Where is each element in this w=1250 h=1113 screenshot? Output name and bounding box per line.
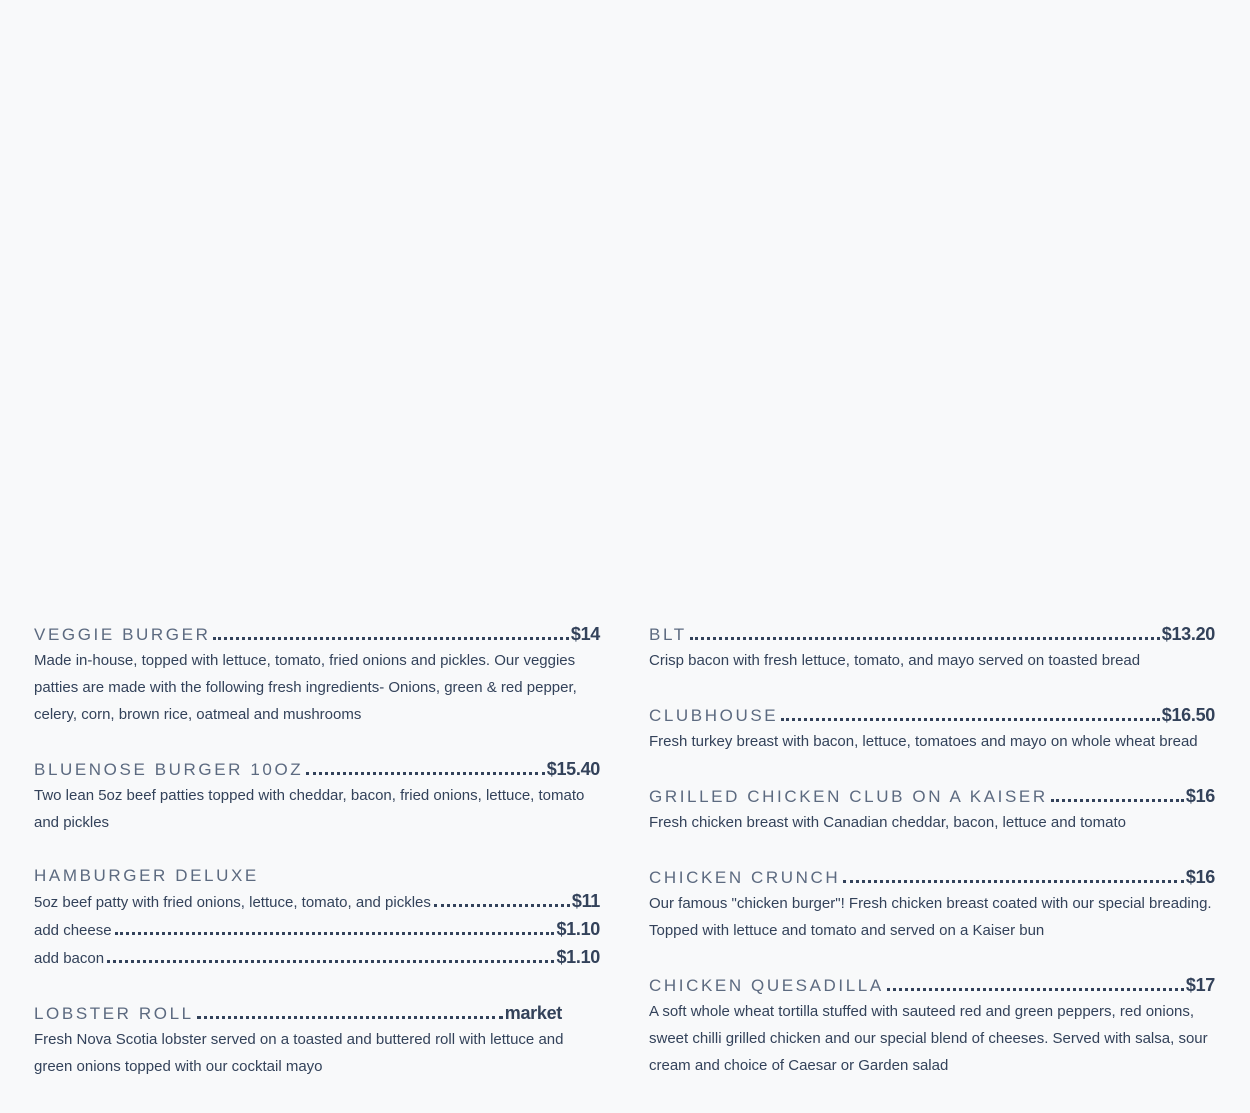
menu-option-price: $1.10 <box>556 947 600 967</box>
menu-option-row <box>34 944 600 972</box>
menu-item-clubhouse <box>649 704 1215 755</box>
menu-item-name: CHICKEN QUESADILLA <box>649 976 884 995</box>
menu-item-price: market <box>504 1003 562 1023</box>
menu-option-price: $11 <box>571 891 600 911</box>
menu-item-header <box>649 623 1215 645</box>
menu-item-chicken-quesadilla <box>649 974 1215 1079</box>
menu-item-price: $16.50 <box>1161 705 1215 725</box>
menu-item-name: HAMBURGER DELUXE <box>34 866 259 885</box>
menu-option-price: $1.10 <box>556 919 600 939</box>
menu-item-name: LOBSTER ROLL <box>34 1004 194 1023</box>
dot-leader <box>213 623 568 640</box>
menu-item-chicken-crunch <box>649 866 1215 944</box>
menu-item-blt <box>649 623 1215 674</box>
menu-right-column <box>649 623 1215 1109</box>
menu-item-grilled-chicken-club <box>649 785 1215 836</box>
menu-item-price: $17 <box>1185 975 1215 995</box>
dot-leader <box>115 918 555 935</box>
menu-item-lobster-roll <box>34 1002 600 1080</box>
menu-option-row <box>34 916 600 944</box>
dot-leader <box>1051 785 1184 802</box>
menu-item-header <box>34 1002 562 1024</box>
dot-leader <box>107 946 554 963</box>
menu-item-price: $15.40 <box>546 759 600 779</box>
menu-item-description: Made in-house, topped with lettuce, tomato, fried onions and pickles. Our veggies patties are made with the following fresh ingredients- Onions, green & red pepper, celery, corn, brown rice, oatmeal and mushrooms <box>34 652 577 723</box>
menu-option-row <box>34 888 600 916</box>
menu-item-name: BLUENOSE BURGER 10OZ <box>34 760 304 779</box>
menu-item-name: CLUBHOUSE <box>649 706 779 725</box>
menu-item-description: Fresh Nova Scotia lobster served on a toasted and buttered roll with lettuce and green onions topped with our cocktail mayo <box>34 1031 564 1075</box>
dot-leader <box>690 623 1160 640</box>
dot-leader <box>197 1002 503 1019</box>
menu-item-veggie-burger <box>34 623 600 728</box>
menu-option-label: add bacon <box>34 950 105 967</box>
menu-item-description: A soft whole wheat tortilla stuffed with sauteed red and green peppers, red onions, sweet chilli grilled chicken and our special blend of cheeses. Served with salsa, sour cream and choice of Caesar or Garden salad <box>649 1003 1208 1074</box>
menu-item-header <box>34 758 600 780</box>
menu-item-header <box>649 785 1215 807</box>
dot-leader <box>306 758 544 775</box>
menu-item-price: $13.20 <box>1161 624 1215 644</box>
menu-item-name: GRILLED CHICKEN CLUB ON A KAISER <box>649 787 1048 806</box>
menu-item-description: Fresh chicken breast with Canadian cheddar, bacon, lettuce and tomato <box>649 814 1126 831</box>
dot-leader <box>887 974 1184 991</box>
menu-item-name: CHICKEN CRUNCH <box>649 868 841 887</box>
menu-item-description: Crisp bacon with fresh lettuce, tomato, and mayo served on toasted bread <box>649 652 1141 669</box>
dot-leader <box>781 704 1160 721</box>
menu-left-column <box>34 623 600 1110</box>
menu-item-description: Fresh turkey breast with bacon, lettuce, tomatoes and mayo on whole wheat bread <box>649 733 1198 750</box>
menu-item-header <box>649 974 1215 996</box>
menu-item-description: Two lean 5oz beef patties topped with cheddar, bacon, fried onions, lettuce, tomato and pickles <box>34 787 585 831</box>
menu-item-header <box>649 866 1215 888</box>
menu-item-hamburger-deluxe <box>34 866 600 972</box>
menu-item-name: BLT <box>649 625 687 644</box>
menu-item-name: VEGGIE BURGER <box>34 625 211 644</box>
menu-item-description: Our famous "chicken burger"! Fresh chicken breast coated with our special breading. Topped with lettuce and tomato and served on a Kaiser bun <box>649 895 1212 939</box>
menu-item-header <box>34 866 600 886</box>
menu-item-price: $14 <box>570 624 600 644</box>
menu-item-header <box>649 704 1215 726</box>
menu-option-label: add cheese <box>34 922 112 939</box>
menu-item-bluenose-burger <box>34 758 600 836</box>
menu-item-price: $16 <box>1185 786 1215 806</box>
menu-option-label: 5oz beef patty with fried onions, lettuce, tomato, and pickles <box>34 894 431 911</box>
menu-item-price: $16 <box>1185 867 1215 887</box>
dot-leader <box>434 890 570 907</box>
dot-leader <box>843 866 1184 883</box>
menu-item-header <box>34 623 600 645</box>
